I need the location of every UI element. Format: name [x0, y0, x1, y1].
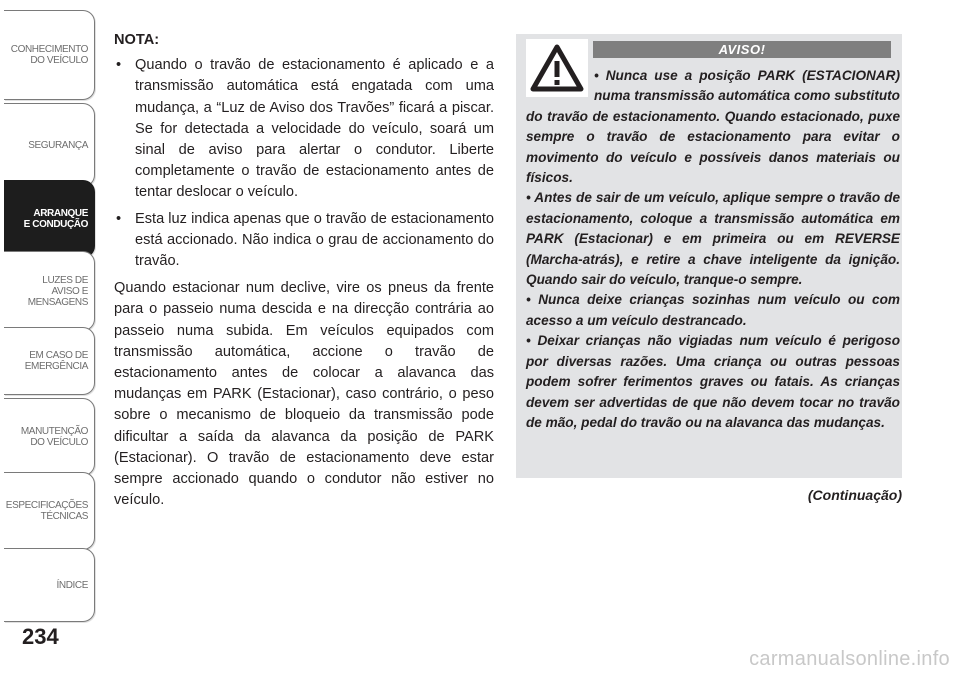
chapter-sidebar [0, 0, 98, 640]
note-bullet: • Esta luz indica apenas que o travão de estacionamento está accionado. Não indica o grau de accionamento do travão. [116, 210, 494, 270]
warning-text [526, 66, 900, 433]
warning-item: • Nunca deixe crianças sozinhas num veículo ou com acesso a um veículo destrancado. [526, 292, 900, 328]
warning-item: • Antes de sair de um veículo, aplique sempre o travão de estacionamento, coloque a transmissão automática em PARK (Estacionar) e em primeira ou em REVERSE (Marcha-atrás), e retire a chave inteligente da ignição. Quando sair do veículo, tranque-o sempre. [526, 190, 900, 288]
page-number: 234 [22, 624, 59, 649]
note-bullet-text: Esta luz indica apenas que o travão de estacionamento está accionado. Não indica o grau de accionamento do travão. [135, 210, 494, 270]
tab-label: LUZES DE AVISO E MENSAGENS [27, 274, 88, 308]
tab-arranque[interactable] [4, 180, 95, 258]
continuation-label: (Continuação) [807, 487, 902, 503]
body-paragraph: Quando estacionar num declive, vire os pneus da frente para o passeio numa descida e na direcção contrária ao passeio numa subida. Em veículos equipados com transmissão automática, accione o travão de estacionamento antes de colocar a alavanca das mudanças em PARK (Estacionar), caso contrário, o peso sobre o mecanismo de bloqueio da transmissão pode dificultar a saída da alavanca da posição de PARK (Estacionar). O travão de estacionamento deve estar sempre accionado quando o condutor não estiver no veículo. [114, 280, 494, 509]
tab-indice[interactable] [4, 548, 95, 622]
tab-label: CONHECIMENTO DO VEÍCULO [10, 44, 88, 66]
note-bullet: • Quando o travão de estacionamento é aplicado e a transmissão automática está engatada com uma mudança, a “Luz de Aviso dos Travões” ficará a piscar. Se for detectada a velocidade do veículo, soará um sinal de aviso para alertar o condutor. Liberte completamente o travão de estacionamento antes de tentar deslocar o veículo. [116, 57, 494, 201]
tab-emergencia[interactable] [4, 327, 95, 395]
tab-seguranca[interactable] [4, 103, 95, 187]
tab-especificacoes[interactable] [4, 472, 95, 550]
tab-label: SEGURANÇA [28, 139, 88, 151]
tab-label: ÍNDICE [56, 579, 88, 591]
tab-label: ESPECIFICAÇÕES TÉCNICAS [5, 500, 88, 522]
tab-label: EM CASO DE EMERGÊNCIA [24, 350, 88, 372]
tab-label: MANUTENÇÃO DO VEÍCULO [20, 426, 88, 448]
note-title: NOTA: [114, 32, 160, 48]
warning-item: • Nunca use a posição PARK (ESTACIONAR) numa transmissão automática como substituto do travão de estacionamento. Quando estacionado, puxe sempre o travão de estacionamento para evitar o movimento do veículo e possíveis danos materiais ou físicos. [526, 68, 900, 186]
left-column [114, 30, 494, 511]
warning-title: AVISO! [593, 41, 891, 58]
tab-conhecimento[interactable] [4, 10, 95, 100]
tab-manutencao[interactable] [4, 398, 95, 476]
watermark: carmanualsonline.info [749, 648, 950, 670]
warning-item: • Deixar crianças não vigiadas num veículo é perigoso por diversas razões. Uma criança ou outras pessoas podem sofrer ferimentos graves ou fatais. As crianças devem ser advertidas de que não devem tocar no travão de mão, pedal do travão ou na alavanca das mudanças. [526, 333, 900, 430]
tab-luzes[interactable] [4, 251, 95, 331]
warning-box [516, 34, 902, 478]
tab-label: ARRANQUE E CONDUÇÃO [23, 208, 88, 230]
note-bullet-text: Quando o travão de estacionamento é aplicado e a transmissão automática está engatada com uma mudança, a “Luz de Aviso dos Travões” ficará a piscar. Se for detectada a velocidade do veículo, soará um sinal de aviso para alertar o condutor. Liberte completamente o travão de estacionamento antes de tentar deslocar o veículo. [135, 57, 494, 201]
